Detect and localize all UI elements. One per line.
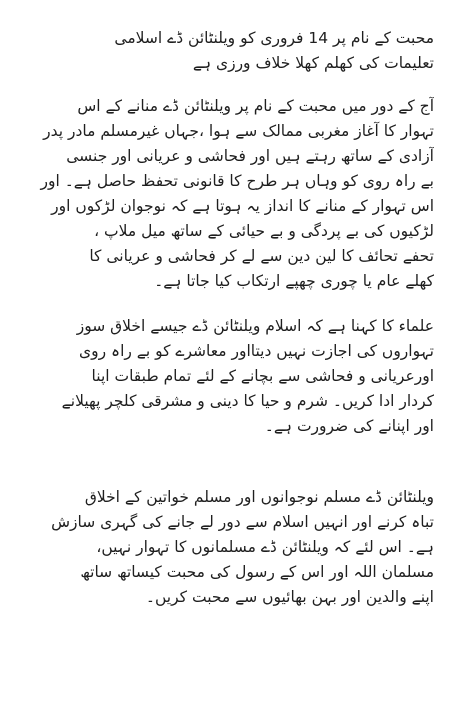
paragraph-line: آزادی کے ساتھ رہتے ہیں اور فحاشی و عریانی اور جنسی bbox=[66, 147, 434, 165]
article-title bbox=[16, 26, 434, 76]
paragraph-line: لڑکیوں کی بے پردگی و بے حیائی کے ساتھ میل ملاپ ، bbox=[94, 222, 434, 240]
title-line: تعلیمات کی کھلم کھلا خلاف ورزی ہے bbox=[192, 54, 434, 72]
paragraph-line: اس تہوار کے منانے کا انداز یہ ہوتا ہے کہ نوجوان لڑکوں اور bbox=[51, 197, 434, 215]
paragraph-conclusion bbox=[16, 485, 434, 610]
paragraph-line: آج کے دور میں محبت کے نام پر ویلنٹائن ڈے منانے کے اس bbox=[77, 97, 434, 115]
title-line: محبت کے نام پر 14 فروری کو ویلنٹائن ڈے اسلامی bbox=[114, 29, 434, 47]
paragraph-line: تہوار کا آغاز مغربی ممالک سے ہوا ،جہاں غیرمسلم مادر پدر bbox=[43, 122, 434, 140]
paragraph-line: کھلے عام یا چوری چھپے ارتکاب کیا جاتا ہے۔ bbox=[154, 272, 434, 290]
paragraph-line: علماء کا کہنا ہے کہ اسلام ویلنٹائن ڈے جیسے اخلاق سوز bbox=[76, 317, 434, 335]
paragraph-line: ہے۔ اس لئے کہ ویلنٹائن ڈے مسلمانوں کا تہوار نہیں، bbox=[96, 538, 434, 556]
paragraph-line: ویلنٹائن ڈے مسلم نوجوانوں اور مسلم خواتین کے اخلاق bbox=[84, 488, 434, 506]
paragraph-line: مسلمان اللہ اور اس کے رسول کی محبت کیساتھ ساتھ bbox=[80, 563, 434, 581]
paragraph-scholars bbox=[16, 314, 434, 439]
paragraph-line: کردار ادا کریں۔ شرم و حیا کا دینی و مشرقی کلچر پھیلانے bbox=[61, 392, 434, 410]
paragraph-line: اورعریانی و فحاشی سے بچانے کے لئے تمام طبقات اپنا bbox=[91, 367, 434, 385]
paragraph-origin bbox=[16, 94, 434, 294]
paragraph-line: اپنے والدین اور بہن بھائیوں سے محبت کریں۔ bbox=[145, 588, 434, 606]
paragraph-line: تہواروں کی اجازت نہیں دیتااور معاشرے کو بے راہ روی bbox=[78, 342, 434, 360]
paragraph-line: تباہ کرنے اور انہیں اسلام سے دور لے جانے کی گہری سازش bbox=[51, 513, 434, 531]
paragraph-line: تحفے تحائف کا لین دین سے لے کر فحاشی و عریانی کا bbox=[89, 247, 434, 265]
paragraph-line: اور اپنانے کی ضرورت ہے۔ bbox=[264, 417, 434, 435]
paragraph-line: بے راہ روی کو وہاں ہر طرح کا قانونی تحفظ حاصل ہے۔ اور bbox=[40, 172, 434, 190]
